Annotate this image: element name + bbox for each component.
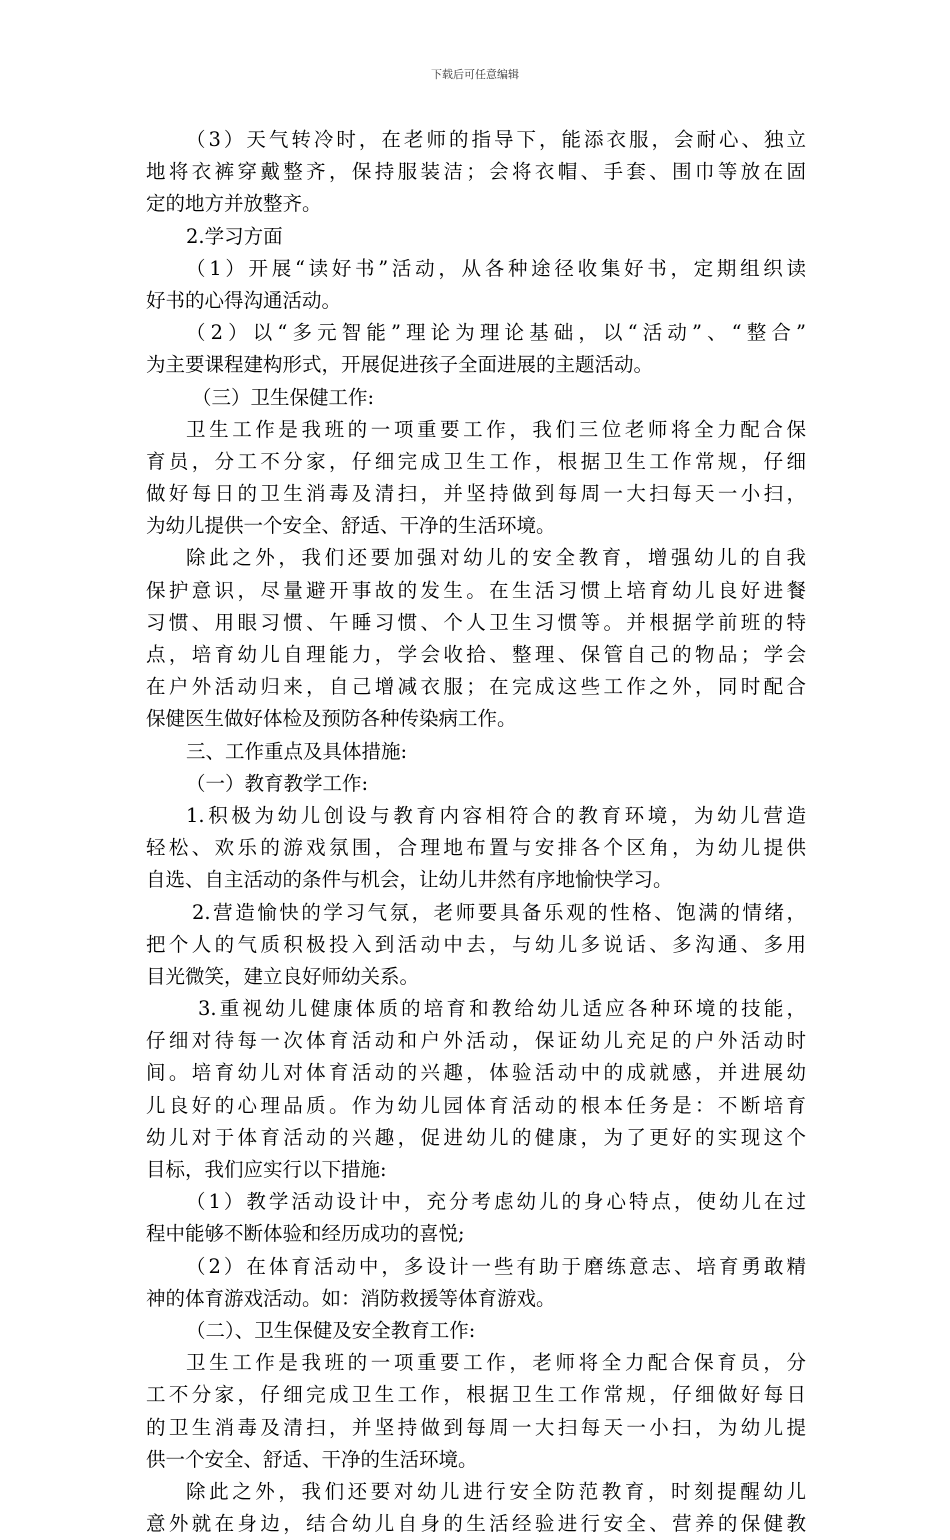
text-line: 神的体育游戏活动。如：消防救援等体育游戏。 xyxy=(146,1286,556,1310)
text-line: 在户外活动归来，自己增减衣服；在完成这些工作之外，同时配合 xyxy=(146,675,806,699)
text-line: （1）开展“读好书”活动，从各种途径收集好书，定期组织读 xyxy=(186,256,806,280)
text-line: （3）天气转冷时，在老师的指导下，能添衣服，会耐心、独立 xyxy=(186,128,806,151)
text-line: 除此之外，我们还要对幼儿进行安全防范教育，时刻提醒幼儿 xyxy=(186,1479,806,1503)
text-line: 点，培育幼儿自理能力，学会收拾、整理、保管自己的物品；学会 xyxy=(146,643,806,666)
text-line: 为主要课程建构形式，开展促进孩子全面进展的主题活动。 xyxy=(146,353,654,377)
text-line: 2.营造愉快的学习气氛，老师要具备乐观的性格、饱满的情绪， xyxy=(192,900,806,924)
text-line: 做好每日的卫生消毒及清扫，并坚持做到每周一大扫每天一小扫， xyxy=(146,482,806,506)
text-line: 目标，我们应实行以下措施: xyxy=(146,1158,387,1181)
text-line: 地将衣裤穿戴整齐，保持服装洁；会将衣帽、手套、围巾等放在固 xyxy=(146,160,806,184)
text-line: 自选、自主活动的条件与机会，让幼儿井然有序地愉快学习。 xyxy=(146,868,673,892)
text-line: 卫生工作是我班的一项重要工作，老师将全力配合保育员，分 xyxy=(186,1351,806,1375)
page-header: 下载后可任意编辑 xyxy=(431,68,519,81)
text-line: （1）教学活动设计中，充分考虑幼儿的身心特点，使幼儿在过 xyxy=(186,1190,806,1214)
text-line: 供一个安全、舒适、干净的生活环境。 xyxy=(146,1447,478,1471)
text-line: 意外就在身边，结合幼儿自身的生活经验进行安全、营养的保健教 xyxy=(146,1512,806,1536)
text-line: 育员，分工不分家，仔细完成卫生工作，根据卫生工作常规，仔细 xyxy=(146,449,806,473)
text-line: 习惯、用眼习惯、午睡习惯、个人卫生习惯等。并根据学前班的特 xyxy=(146,610,806,634)
text-line: （二）、卫生保健及安全教育工作: xyxy=(186,1318,476,1342)
text-line: 1.积极为幼儿创设与教育内容相符合的教育环境，为幼儿营造 xyxy=(186,803,806,827)
text-line: （2）以“多元智能”理论为理论基础，以“活动”、“整合” xyxy=(186,321,806,345)
text-line: 卫生工作是我班的一项重要工作，我们三位老师将全力配合保 xyxy=(186,417,806,441)
text-line: 目光微笑，建立良好师幼关系。 xyxy=(146,964,420,988)
text-line: （一）教育教学工作: xyxy=(186,771,369,795)
text-line: 为幼儿提供一个安全、舒适、干净的生活环境。 xyxy=(146,514,556,538)
text-line: 定的地方并放整齐。 xyxy=(146,192,322,216)
text-line: 三、工作重点及具体措施: xyxy=(186,739,408,763)
text-line: 仔细对待每一次体育活动和户外活动，保证幼儿充足的户外活动时 xyxy=(146,1029,806,1053)
text-line: 的卫生消毒及清扫，并坚持做到每周一大扫每天一小扫，为幼儿提 xyxy=(146,1415,806,1439)
text-line: 间。培育幼儿对体育活动的兴趣，体验活动中的成就感，并进展幼 xyxy=(146,1061,806,1085)
text-line: 保护意识，尽量避开事故的发生。在生活习惯上培育幼儿良好进餐 xyxy=(146,578,806,602)
text-line: 程中能够不断体验和经历成功的喜悦; xyxy=(146,1222,465,1246)
text-line: 轻松、欢乐的游戏氛围，合理地布置与安排各个区角，为幼儿提供 xyxy=(146,836,806,860)
text-line: 除此之外，我们还要加强对幼儿的安全教育，增强幼儿的自我 xyxy=(186,546,806,570)
text-line: 把个人的气质积极投入到活动中去，与幼儿多说话、多沟通、多用 xyxy=(146,932,806,956)
text-line: 2.学习方面 xyxy=(186,224,283,248)
document-body xyxy=(146,124,806,1540)
text-line: 工不分家，仔细完成卫生工作，根据卫生工作常规，仔细做好每日 xyxy=(146,1383,806,1407)
text-line: 幼儿对于体育活动的兴趣，促进幼儿的健康，为了更好的实现这个 xyxy=(146,1125,806,1149)
text-line: 好书的心得沟通活动。 xyxy=(146,288,342,312)
text-line: （三）卫生保健工作: xyxy=(192,385,375,409)
text-line: （2）在体育活动中，多设计一些有助于磨练意志、培育勇敢精 xyxy=(186,1254,806,1278)
text-line: 儿良好的心理品质。作为幼儿园体育活动的根本任务是：不断培育 xyxy=(146,1093,806,1117)
text-line: 保健医生做好体检及预防各种传染病工作。 xyxy=(146,707,517,731)
text-line: 3.重视幼儿健康体质的培育和教给幼儿适应各种环境的技能， xyxy=(198,997,806,1021)
